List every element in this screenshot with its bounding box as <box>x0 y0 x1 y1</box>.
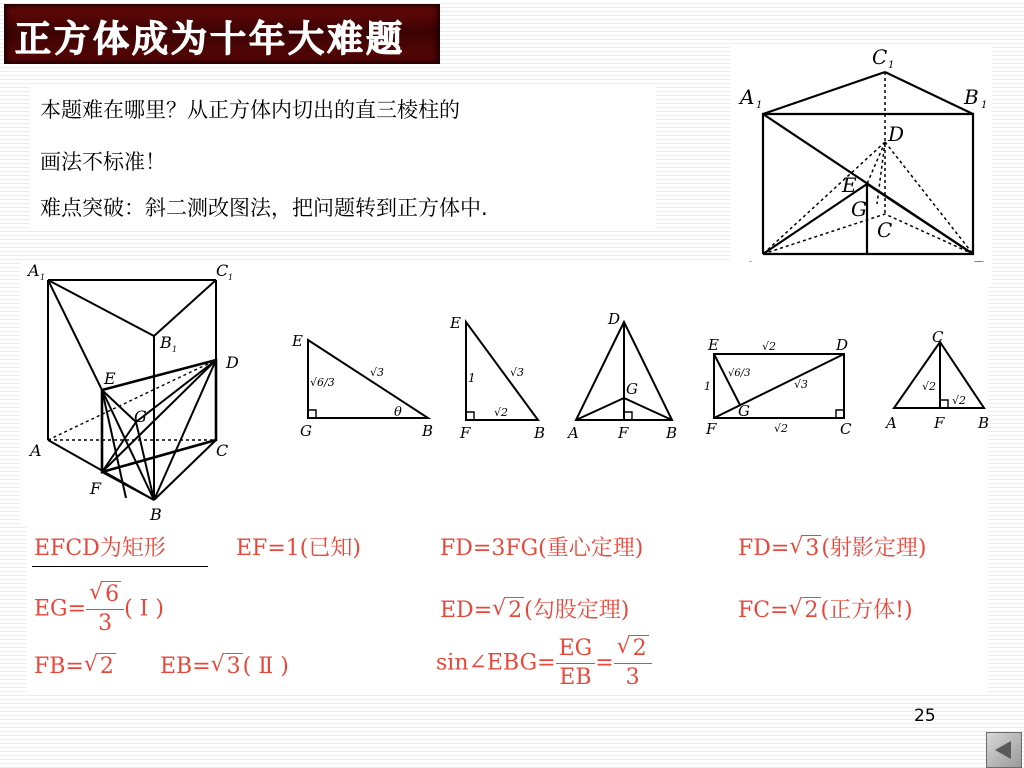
t2-label-base: √2 <box>494 406 509 419</box>
prism-label-b1: B <box>160 333 172 352</box>
t2-label-hyp: √3 <box>510 366 525 379</box>
triangle-dab <box>564 310 684 445</box>
formula-fb: FB=√ 2 <box>34 656 116 678</box>
t3-label-d: D <box>608 310 621 328</box>
t4-label-diag: √3 <box>794 378 809 391</box>
problem-line-2: 画法不标准！ <box>40 150 166 174</box>
previous-slide-button[interactable] <box>986 732 1022 768</box>
t4-label-bottom: √2 <box>774 422 789 435</box>
formula-sin: sin∠EBG= $\frac{EG}{EB}$ = √ $\frac{2}{3}$ <box>436 638 652 689</box>
t3-label-f: F <box>618 424 629 442</box>
triangle-cab <box>884 330 994 435</box>
triangle-left-icon <box>987 733 1021 767</box>
t5-label-b: B <box>978 414 990 432</box>
triangle-egb <box>290 330 440 440</box>
prism-label-a: A <box>30 441 42 460</box>
t5-label-f: F <box>934 414 945 432</box>
t5-label-c: C <box>932 328 944 346</box>
cube-label-b1: B <box>964 85 979 109</box>
prism-label-a1: A <box>28 261 40 280</box>
t2-label-f: F <box>460 424 471 442</box>
problem-statement <box>30 86 656 231</box>
cube-label-a1: A <box>740 85 755 109</box>
prism-figure <box>20 262 270 524</box>
cube-label-d: D <box>888 122 905 146</box>
prism-label-f: F <box>90 479 102 498</box>
prism-label-e: E <box>104 369 116 388</box>
cube-label-c: C <box>877 218 893 242</box>
formula-rectangle: EFCD为矩形 <box>34 536 166 561</box>
t2-label-leg: 1 <box>468 371 476 385</box>
t5-label-a: A <box>886 414 897 432</box>
prism-label-g: G <box>134 407 147 426</box>
t1-label-g: G <box>300 422 312 440</box>
formula-eg: EG= √ $\frac{6}{3}$ ( Ⅰ ) <box>34 584 164 635</box>
t5-label-half: √2 <box>952 394 967 407</box>
formula-fd-centroid: FD=3FG(重心定理) <box>440 536 644 561</box>
t1-label-hyp: √3 <box>370 366 385 379</box>
formula-fd-projection: FD=√ 3(射影定理) <box>738 538 927 560</box>
formula-fc: FC=√ 2(正方体!) <box>738 600 913 622</box>
t4-label-c: C <box>840 420 852 438</box>
cube-label-g: G <box>851 197 867 221</box>
prism-label-b: B <box>150 505 162 524</box>
t3-label-b: B <box>666 424 678 442</box>
triangle-efb <box>448 312 558 442</box>
cube-sub-a1: 1 <box>756 100 763 111</box>
t1-label-e: E <box>292 332 303 350</box>
t4-label-left: 1 <box>704 380 711 393</box>
page-number: 25 <box>914 706 936 726</box>
svg-text:1: 1 <box>172 345 178 354</box>
t1-label-b: B <box>422 422 434 440</box>
prism-label-c1: C <box>216 261 229 280</box>
t5-label-h: √2 <box>922 380 937 393</box>
title-banner <box>4 4 440 64</box>
t3-label-a: A <box>568 424 579 442</box>
formula-underline <box>32 566 208 567</box>
svg-text:1: 1 <box>228 273 234 282</box>
t1-label-theta: θ <box>394 405 402 420</box>
slide-title: 正方体成为十年大难题 <box>15 19 406 60</box>
prism-label-d: D <box>226 353 239 372</box>
t4-label-d: D <box>836 336 849 354</box>
prism-label-c: C <box>216 441 229 460</box>
cube-sub-c1: 1 <box>888 60 895 71</box>
problem-line-1: 本题难在哪里？从正方体内切出的直三棱柱的 <box>40 98 460 122</box>
t2-label-b: B <box>534 424 546 442</box>
t4-label-top: √2 <box>762 340 777 353</box>
svg-text:1: 1 <box>40 273 46 282</box>
t4-label-e: E <box>708 336 719 354</box>
t4-label-f: F <box>706 420 717 438</box>
formula-eb: EB=√ 3( Ⅱ ) <box>160 656 289 678</box>
cube-sub-b1: 1 <box>981 100 988 111</box>
cube-label-c1: C <box>872 45 888 69</box>
t4-label-g: G <box>738 402 750 420</box>
t2-label-e: E <box>450 314 461 332</box>
formula-ed: ED=√ 2(勾股定理) <box>440 600 629 622</box>
formula-ef: EF=1(已知) <box>236 536 361 561</box>
cube-figure <box>730 44 992 284</box>
cube-label-e: E <box>842 173 857 197</box>
rectangle-edcf <box>700 334 860 444</box>
t4-label-frac: √6/3 <box>728 368 751 379</box>
problem-line-3: 难点突破：斜二测改图法，把问题转到正方体中. <box>40 196 488 220</box>
t1-label-leg: √6/3 <box>310 376 335 389</box>
t3-label-g: G <box>626 380 638 398</box>
